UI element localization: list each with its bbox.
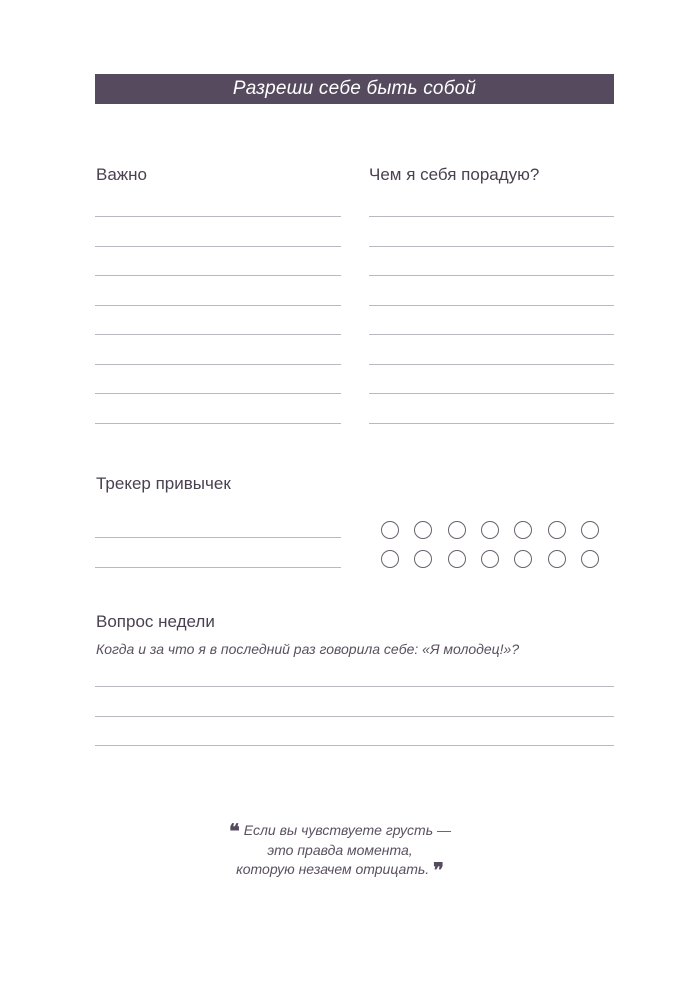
question-lines[interactable] <box>95 686 614 756</box>
habit-tracker-title: Трекер привычек <box>96 474 231 493</box>
treat-writing-line[interactable] <box>369 216 614 217</box>
important-writing-line[interactable] <box>95 216 341 217</box>
habit-circle[interactable] <box>381 550 399 568</box>
habit-writing-line[interactable] <box>95 567 341 568</box>
week-question-title: Вопрос недели <box>96 612 215 631</box>
question-writing-line[interactable] <box>95 745 614 746</box>
treat-writing-line[interactable] <box>369 423 614 424</box>
habit-circle[interactable] <box>548 550 566 568</box>
treat-lines[interactable] <box>369 216 614 426</box>
treat-writing-line[interactable] <box>369 305 614 306</box>
habit-circle[interactable] <box>448 550 466 568</box>
habit-circle[interactable] <box>581 521 599 539</box>
important-title: Важно <box>96 165 148 184</box>
habit-lines[interactable] <box>95 537 341 577</box>
quote-open-icon: ❝ <box>229 819 240 843</box>
habit-circles <box>381 521 603 573</box>
quote-line-2: это правда момента, <box>267 842 413 858</box>
week-question-text: Когда и за что я в последний раз говорила себе: «Я молодец!»? <box>96 641 520 657</box>
habit-circle[interactable] <box>481 521 499 539</box>
important-writing-line[interactable] <box>95 393 341 394</box>
question-writing-line[interactable] <box>95 716 614 717</box>
important-writing-line[interactable] <box>95 246 341 247</box>
treat-writing-line[interactable] <box>369 246 614 247</box>
treat-writing-line[interactable] <box>369 334 614 335</box>
quote-line-1: Если вы чувствуете грусть — <box>243 822 451 838</box>
important-writing-line[interactable] <box>95 364 341 365</box>
treat-writing-line[interactable] <box>369 393 614 394</box>
important-writing-line[interactable] <box>95 275 341 276</box>
quote-line-3: которую незачем отрицать. <box>236 861 430 877</box>
important-lines[interactable] <box>95 216 341 426</box>
habit-circle[interactable] <box>481 550 499 568</box>
important-writing-line[interactable] <box>95 334 341 335</box>
quote-close-icon: ❞ <box>433 858 444 882</box>
habit-circle[interactable] <box>414 550 432 568</box>
banner-title: Разреши себе быть собой <box>232 78 477 99</box>
treat-writing-line[interactable] <box>369 275 614 276</box>
quote-block <box>180 821 500 880</box>
habit-circle[interactable] <box>581 550 599 568</box>
habit-circle[interactable] <box>414 521 432 539</box>
important-writing-line[interactable] <box>95 423 341 424</box>
treat-writing-line[interactable] <box>369 364 614 365</box>
habit-circle[interactable] <box>514 550 532 568</box>
habit-circle[interactable] <box>548 521 566 539</box>
habit-circle[interactable] <box>514 521 532 539</box>
important-writing-line[interactable] <box>95 305 341 306</box>
page-banner <box>95 74 614 104</box>
habit-circle[interactable] <box>448 521 466 539</box>
habit-writing-line[interactable] <box>95 537 341 538</box>
habit-circle[interactable] <box>381 521 399 539</box>
question-writing-line[interactable] <box>95 686 614 687</box>
treat-title: Чем я себя порадую? <box>369 165 540 184</box>
